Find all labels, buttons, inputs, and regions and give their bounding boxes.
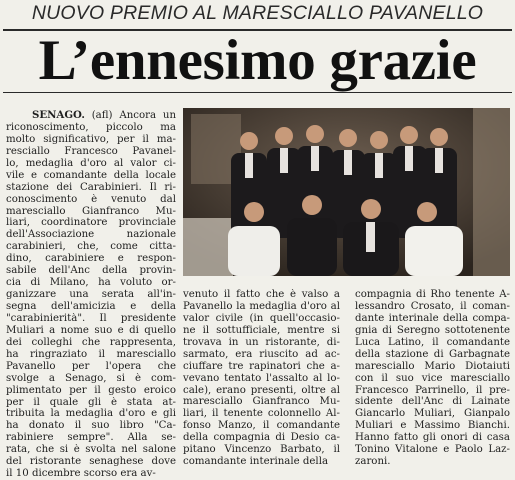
article-line: dell'Associazione nazionale [6,229,176,241]
article-line: maresciallo Gianfranco Mu- [6,205,176,217]
article-line: Giancarlo Muliari, Gianpalo [355,408,510,420]
article-line: ha ringraziato il maresciallo [6,348,176,360]
article-line: lessandro Crosato, il coman- [355,300,510,312]
article-line: zaroni. [355,456,391,468]
article-line: vevano tentato l'assalto al lo- [183,372,340,384]
article-line: ha donato il suo libro "Ca- [6,420,176,432]
article-line: Pavanello per l'opera che [6,360,176,372]
article-line: ganizzare una serata all'in- [6,289,176,301]
article-line: liari, il tenente colonnello Al- [183,408,340,420]
article-line: venuto il fatto che è valso a [183,289,340,300]
article-line: plimentato per il gesto eroico [6,384,176,396]
article-line: maresciallo Mario Diotaiuti [355,360,510,372]
article-line: carabinieri, che, come citta- [6,241,176,253]
article-line: della compagnia di Desio ca- [183,432,340,444]
article-line: sabile dell'Anc della provin- [6,265,176,277]
article-line: sidente dell'Anc di Lainate [355,396,510,408]
article-line: lo, medaglia d'oro al valor ci- [6,157,176,169]
article-line: rabiniere sempre". Alla se- [6,432,176,444]
article-line: Tonino Vitalone e Paolo Laz- [355,444,510,456]
article-line: "carabinierità". Il presidente [6,312,176,324]
article-line: cale), erano presenti, oltre al [183,384,340,396]
article-line: il 10 dicembre scorso era av- [6,468,156,480]
article-line: sarmato, era riuscito ad ac- [183,348,340,360]
article-line: della stazione di Garbagnate [355,348,510,360]
byline: (afl) [91,110,113,121]
article-column-3 [355,289,510,468]
article-line: cia di Milano, ha voluto or- [6,277,176,289]
article-line: compagnia di Rho tenente A- [355,289,510,300]
dateline: SENAGO. [32,110,85,121]
article-line: Luca Latino, il comandante [355,336,510,348]
article-line: molto significativo, per il ma- [6,133,176,145]
article-line: liari, coordinatore provinciale [6,217,176,229]
article-line: comandante interinale della [183,456,329,468]
article-line: pitano Vincenzo Barbato, il [183,444,340,456]
article-line: rata, che si è svolta nel salone [6,444,176,456]
article-line: riconoscimento, piccolo ma [6,121,176,133]
article-line: conoscimento è venuto dal [6,193,176,205]
article-line: ne il sottufficiale, mentre si [183,324,340,336]
article-line: Muliari e Massimo Bianchi. [355,420,510,432]
article-line: ciuffare tre rapinatori che a- [183,360,340,372]
article-line: dei colleghi che rappresenta, [6,336,176,348]
article-line: fonso Manzo, il comandante [183,420,340,432]
article-line: tribuita la medaglia d'oro e gli [6,408,176,420]
headline-rule [3,92,512,93]
headline: L’ennesimo grazie [38,29,477,92]
article-line: con il suo vice maresciallo [355,372,510,384]
article-line: dino, carabiniere e respon- [6,253,176,265]
article-line: Muliari a nome suo e di quello [6,324,176,336]
article-column-2 [183,289,340,468]
article-line: dante interinale della compa- [355,312,510,324]
kicker-title: NUOVO PREMIO AL MARESCIALLO PAVANELLO [31,2,484,24]
article-line: valor civile (in quell'occasio- [183,312,340,324]
article-first-line [6,110,176,122]
article-line: svolge a Senago, si è com- [6,372,176,384]
article-line: Francesco Parrinello, il pre- [355,384,510,396]
article-line: del ristorante senaghese dove [6,456,176,468]
article-line: trovava in un ristorante, di- [183,336,340,348]
article-line: resciallo Francesco Pavanel- [6,145,176,157]
article-column-1 [6,110,176,480]
article-line: Pavanello la medaglia d'oro al [183,300,340,312]
article-line: stazione dei Carabinieri. Il ri- [6,181,176,193]
article-line: gnia di Seregno sottotenente [355,324,510,336]
article-line: segna dell'amicizia e della [6,301,176,312]
article-line: Hanno fatto gli onori di casa [355,432,510,444]
article-line: vile e comandante della locale [6,169,176,181]
article-line: maresciallo Gianfranco Mu- [183,396,340,408]
article-line: per il quale gli è stata at- [6,396,176,408]
group-photo [183,108,510,276]
first-line-text: Ancora un [119,110,176,121]
